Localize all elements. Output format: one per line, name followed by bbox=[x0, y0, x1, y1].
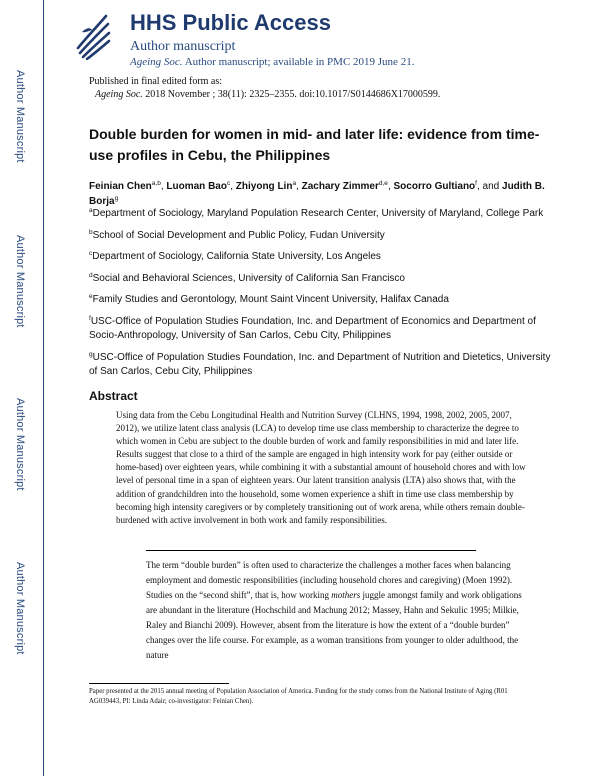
affiliation-sup: c bbox=[89, 250, 93, 257]
pub-info-line1: Published in final edited form as: bbox=[89, 76, 223, 87]
author-sup: g bbox=[114, 195, 119, 202]
author-sup: d,e bbox=[378, 180, 388, 187]
author-name: Judith B. Borja bbox=[89, 181, 545, 207]
abstract-text: Using data from the Cebu Longitudinal Health and Nutrition Survey (CLHNS, 1994, 1998, 2002, 2005, 2007, 2012), we utilize latent class analysis (LCA) to develop time use class membership to characterize the degree to which women in Cebu are subject to the double burden of work and family responsibilities in mid and later life. Results suggest that close to a third of the sample are engaged in high intensity work for pay (either outside or home-based) over eighteen years, while combining it with a substantial amount of household chores and with low level of personal time in a span of eighteen years. Our latent transition analysis (LTA) also shows that, with the addition of grandchildren into the household, some women experience a shift in time use class membership by becoming high intensity caregivers or by completely transitioning out of work arena, while others remain double-burdened with active involvement in both work and family responsibilities. bbox=[116, 410, 526, 525]
affiliation bbox=[89, 207, 559, 222]
sidebar-label-3: Author Manuscript bbox=[14, 398, 26, 491]
affiliation bbox=[89, 315, 559, 344]
footnote-divider bbox=[89, 683, 229, 684]
sidebar-label-1: Author Manuscript bbox=[14, 70, 26, 163]
pub-info-citation bbox=[89, 88, 440, 101]
author-sep: , bbox=[230, 181, 236, 192]
author-name: Luoman Bao bbox=[166, 181, 227, 192]
journal-availability bbox=[130, 56, 414, 68]
abstract-heading: Abstract bbox=[89, 389, 138, 403]
sidebar-divider bbox=[43, 0, 44, 776]
author-sup: a,b bbox=[151, 180, 161, 187]
affiliation-text: USC-Office of Population Studies Foundation, Inc. and Department of Economics and Department of Socio-Anthropology, University of San Carlos, Cebu City, Philippines bbox=[89, 315, 536, 341]
affiliation-sup: d bbox=[89, 271, 93, 279]
hhs-title: HHS Public Access bbox=[130, 10, 331, 35]
author-name: Socorro Gultiano bbox=[393, 181, 476, 192]
sidebar-label-2: Author Manuscript bbox=[14, 235, 26, 328]
affiliation-text: Department of Sociology, California State University, Los Angeles bbox=[92, 251, 381, 262]
affiliation-sup: g bbox=[89, 350, 93, 358]
body-text-part2: juggle amongst family and work obligations are abundant in the literature (Hochschild and Machung 2012; Massey, Hahn and Sekulic 1995; Milkie, Raley and Bianchi 2009). However, absent from the literature is how the extent of a “double burden” changes over the life course. For example, as a woman transitions from younger to older adulthood, the nature bbox=[146, 590, 522, 660]
affiliation-text: School of Social Development and Public Policy, Fudan University bbox=[92, 229, 385, 241]
author-name: Zachary Zimmer bbox=[301, 181, 379, 192]
author-list bbox=[89, 179, 559, 209]
affiliation-text: USC-Office of Population Studies Foundation, Inc. and Department of Nutrition and Dietetics, University of San Carlos, Cebu City, Philippines bbox=[89, 351, 551, 377]
affiliation-text: Social and Behavioral Sciences, University of California San Francisco bbox=[92, 272, 405, 284]
affiliation-sup: f bbox=[89, 314, 91, 322]
author-sep: , bbox=[160, 181, 167, 192]
affiliation-sup: b bbox=[89, 228, 93, 236]
author-sup: a bbox=[292, 180, 297, 187]
author-sup: f bbox=[475, 180, 477, 187]
body-text-part1: The term “double burden” is often used to characterize the challenges a mother faces when balancing employment and domestic responsibilities (including household chores and caregiving) (Moen 1992). Studies on the “second shift”, that is, how working bbox=[146, 560, 513, 600]
affiliation bbox=[89, 272, 559, 287]
affiliation bbox=[89, 351, 559, 380]
pub-info-journal: Ageing Soc. bbox=[95, 89, 143, 100]
hhs-eagle-icon bbox=[72, 8, 112, 60]
section-divider bbox=[146, 550, 476, 551]
journal-name: Ageing Soc. bbox=[130, 56, 183, 68]
affiliation bbox=[89, 293, 559, 308]
body-paragraph bbox=[146, 558, 531, 663]
author-name: Zhiyong Lin bbox=[235, 181, 293, 192]
affiliation-list bbox=[89, 207, 559, 387]
affiliation-sup: e bbox=[89, 293, 93, 300]
footnote: Paper presented at the 2015 annual meeting of Population Association of America. Funding for the study comes from the National Institute of Aging (R01 AG039443, PI: Linda Adair; co-investigator: Feinian Chen). bbox=[89, 688, 508, 705]
affiliation bbox=[89, 250, 559, 265]
body-text-italic: mothers bbox=[331, 590, 361, 600]
author-manuscript-subtitle: Author manuscript bbox=[130, 39, 236, 54]
author-sep: , bbox=[387, 181, 394, 192]
sidebar-label-4: Author Manuscript bbox=[14, 562, 26, 655]
affiliation bbox=[89, 229, 559, 244]
pub-info-citation-text: 2018 November ; 38(11): 2325–2355. doi:10.1017/S0144686X17000599. bbox=[142, 89, 441, 100]
affiliation-text: Family Studies and Gerontology, Mount Saint Vincent University, Halifax Canada bbox=[92, 294, 449, 305]
publication-info bbox=[89, 75, 440, 101]
availability-text: Author manuscript; available in PMC 2019 June 21. bbox=[182, 56, 415, 68]
author-sep: , and bbox=[476, 181, 503, 192]
author-sep: , bbox=[296, 181, 302, 192]
article-title: Double burden for women in mid- and later life: evidence from time-use profiles in Cebu, the Philippines bbox=[89, 126, 540, 163]
author-name: Feinian Chen bbox=[89, 181, 152, 192]
affiliation-sup: a bbox=[89, 207, 93, 214]
author-sup: c bbox=[226, 180, 231, 187]
affiliation-text: Department of Sociology, Maryland Population Research Center, University of Maryland, College Park bbox=[92, 208, 544, 219]
